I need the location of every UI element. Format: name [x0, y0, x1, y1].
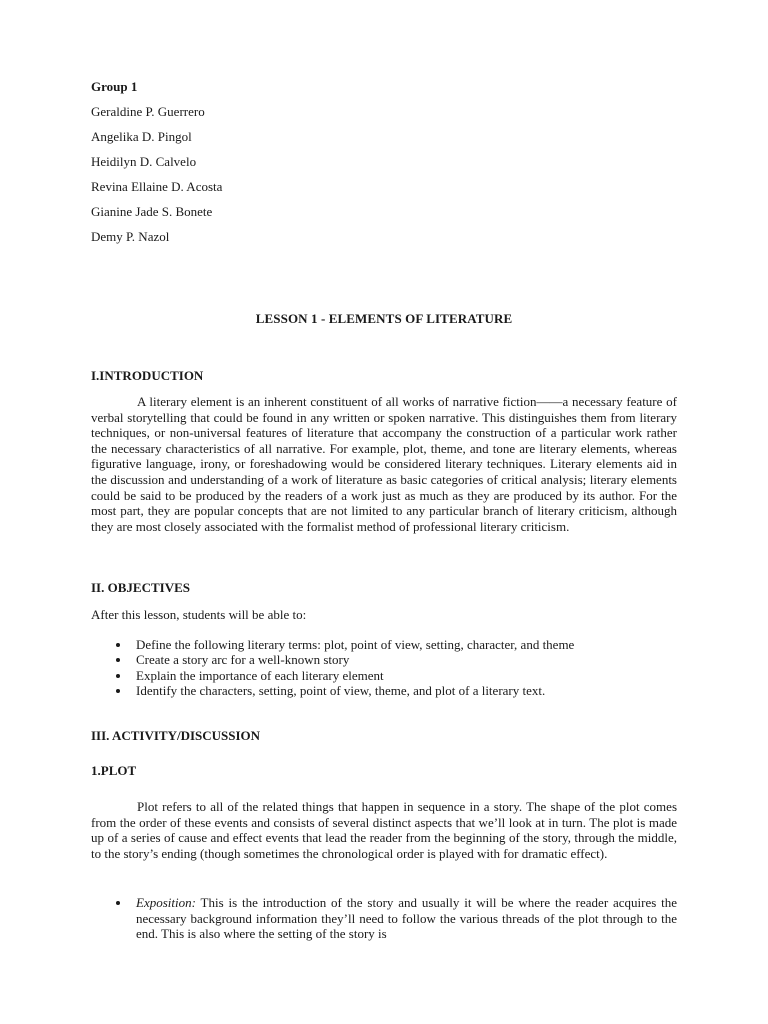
objectives-heading: II. OBJECTIVES: [91, 580, 190, 595]
member-name: Revina Ellaine D. Acosta: [91, 179, 223, 194]
member-name: Heidilyn D. Calvelo: [91, 154, 197, 169]
plot-paragraph: Plot refers to all of the related things that happen in sequence in a story. The shape of the plot comes from the order of these events and consists of several distinct aspects that we’ll look at in turn. The plot is made up of a series of cause and effect events that lead the reader from the beginning of the story, through the middle, to the story’s ending (though sometimes the chronological order is played with for dramatic effect).: [91, 799, 677, 861]
bullet-icon: [116, 658, 120, 662]
member-name: Demy P. Nazol: [91, 229, 170, 244]
objective-text: Create a story arc for a well-known story: [136, 652, 350, 668]
plot-heading: 1.PLOT: [91, 763, 137, 778]
objectives-list: [91, 637, 677, 699]
bullet-icon: [116, 674, 120, 678]
objective-text: Define the following literary terms: plot, point of view, setting, character, and theme: [136, 637, 575, 652]
lesson-title: LESSON 1 - ELEMENTS OF LITERATURE: [255, 311, 513, 326]
list-item: [91, 652, 677, 667]
member-name: Angelika D. Pingol: [91, 129, 192, 144]
bullet-icon: [116, 901, 120, 905]
term-label: Exposition:: [136, 895, 196, 910]
introduction-heading: I.INTRODUCTION: [91, 368, 204, 383]
list-item: [91, 637, 677, 652]
list-item: [91, 895, 677, 942]
list-item: [91, 668, 677, 683]
term-definition: This is the introduction of the story and usually it will be where the reader acquires the necessary background information they’ll need to follow the various threads of the plot through to the end. This is also where the setting of the story is: [136, 895, 677, 942]
plot-elements-list: [91, 895, 677, 942]
group-heading: Group 1: [91, 79, 138, 94]
activity-heading: III. ACTIVITY/DISCUSSION: [91, 728, 261, 743]
list-item: [91, 683, 677, 698]
group-members-list: [91, 104, 222, 254]
objective-text: Identify the characters, setting, point of view, theme, and plot of a literary text.: [136, 683, 546, 699]
member-name: Gianine Jade S. Bonete: [91, 204, 213, 219]
introduction-paragraph: A literary element is an inherent constituent of all works of narrative fiction——a necessary feature of verbal storytelling that could be found in any written or spoken narrative. This distinguishes them from literary techniques, or non-universal features of literature that accompany the construction of a particular work rather the necessary characteristics of all narrative. For example, plot, theme, and tone are literary elements, whereas figurative language, irony, or foreshadowing would be considered literary techniques. Literary elements aid in the discussion and understanding of a work of literature as basic categories of critical analysis; literary elements could be said to be produced by the readers of a work just as much as they are produced by its author. For the most part, they are popular concepts that are not limited to any particular branch of literary criticism, although they are most closely associated with the formalist method of professional literary criticism.: [91, 394, 677, 534]
bullet-icon: [116, 689, 120, 693]
member-name: Geraldine P. Guerrero: [91, 104, 205, 119]
bullet-icon: [116, 643, 120, 647]
objectives-intro: After this lesson, students will be able to:: [91, 607, 307, 622]
objective-text: Explain the importance of each literary element: [136, 667, 384, 683]
